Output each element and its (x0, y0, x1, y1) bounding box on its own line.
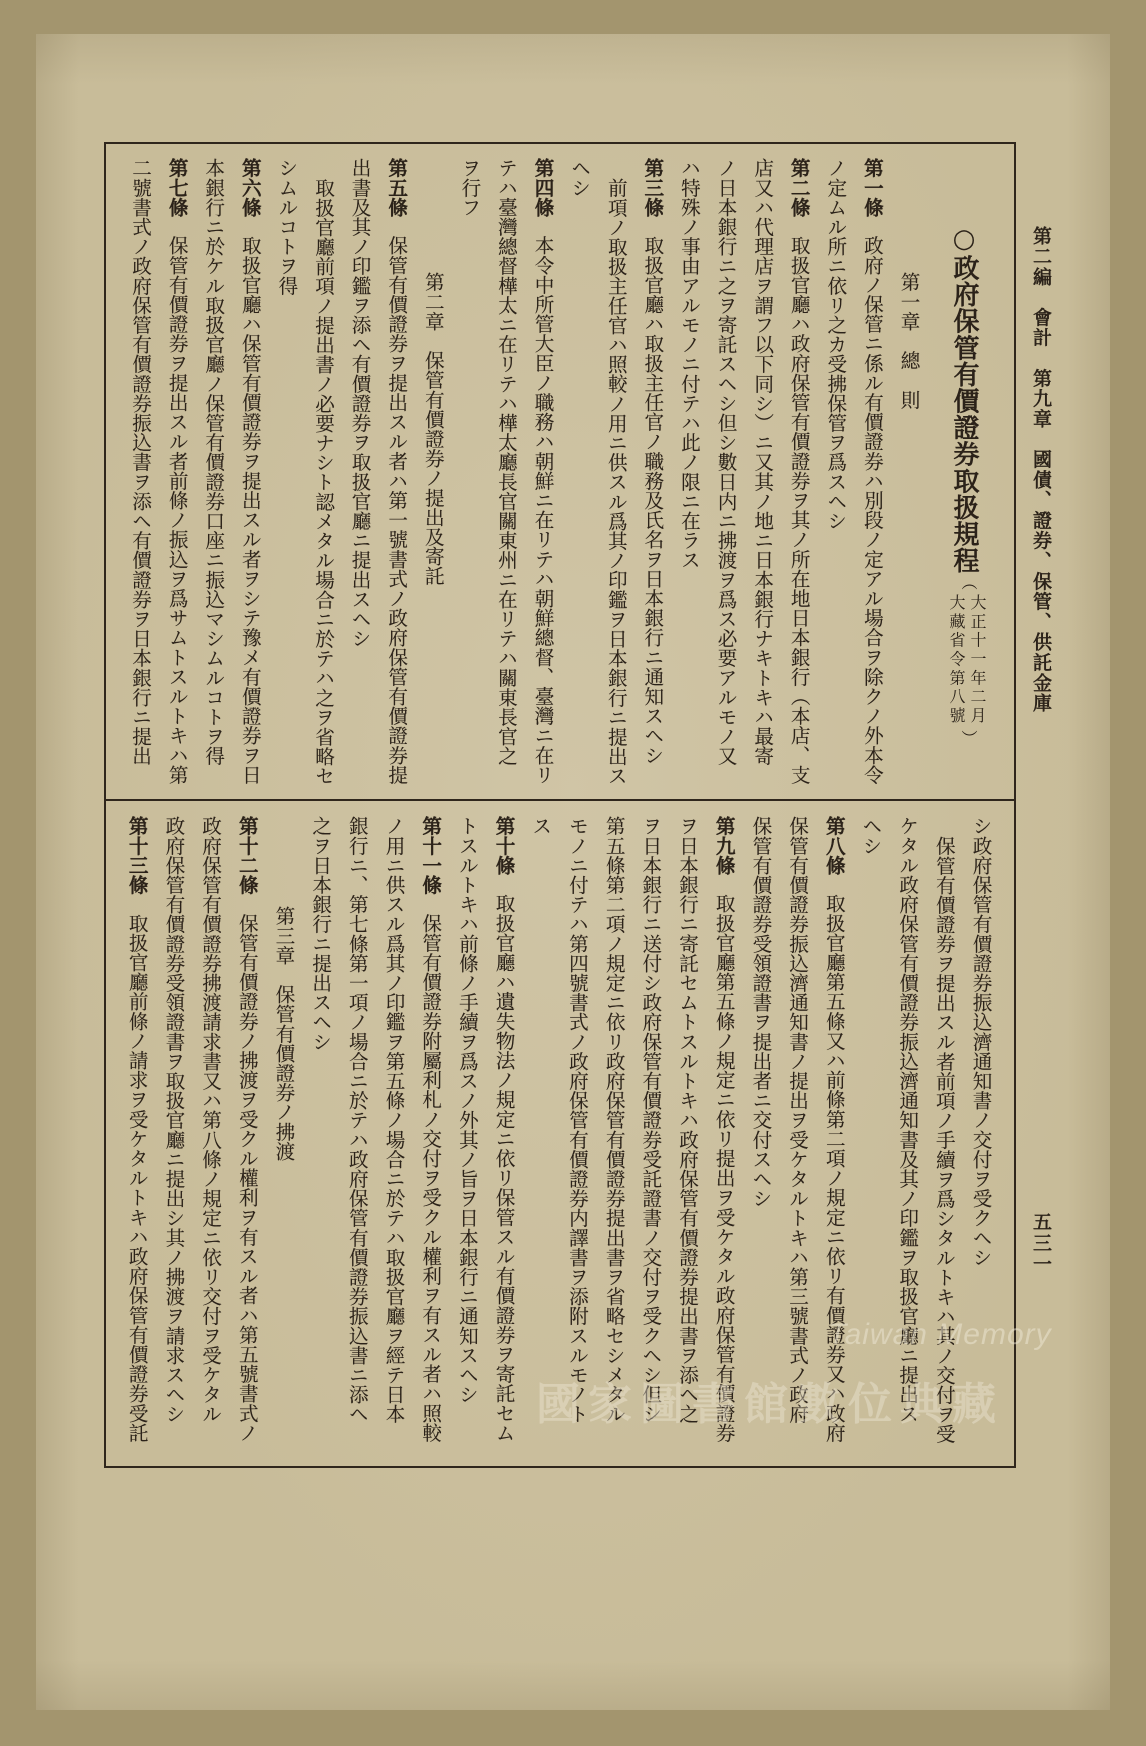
page-number: 五三一 (1030, 1212, 1052, 1275)
article-number: 第一條 (860, 158, 884, 217)
watermark-latin: Taiwan Memory (828, 1318, 1052, 1351)
text-column (231, 158, 268, 790)
text-column (484, 816, 521, 1456)
text-column (194, 158, 231, 790)
text-column (558, 816, 595, 1456)
article-number: 第三條 (640, 158, 664, 217)
column-text: 本銀行ニ於ケル取扱官廳ノ保管有價證券口座ニ振込マシムルコトヲ得 (201, 158, 225, 766)
text-column (705, 816, 742, 1456)
text-column (741, 816, 778, 1456)
text-column (228, 816, 265, 1456)
column-text: 取扱官廳前條ノ請求ヲ受ケタルトキハ政府保管有價證券受託 (125, 913, 149, 1443)
column-text: 前項ノ取扱主任官ハ照較ノ用ニ供スル爲其ノ印鑑ヲ日本銀行ニ提出ス (604, 177, 628, 786)
column-text: 出書及其ノ印鑑ヲ添ヘ有價證券ヲ取扱官廳ニ提出スヘシ (348, 158, 372, 648)
column-text: ノ日本銀行ニ之ヲ寄託スヘシ但シ數日内ニ拂渡ヲ爲ス必要アルモノ又 (714, 158, 738, 766)
text-column (411, 816, 448, 1456)
column-text: ケタル政府保管有價證券振込濟通知書及其ノ印鑑ヲ取扱官廳ニ提出ス (895, 816, 919, 1424)
column-text: 取扱官廳前項ノ提出書ノ必要ナシト認メタル場合ニ於テハ之ヲ省略セ (311, 177, 335, 786)
column-text: ハ特殊ノ事由アルモノニ付テハ此ノ限ニ在ラス (677, 158, 701, 570)
article-number: 第五條 (384, 158, 408, 217)
column-text: 取扱官廳ハ取扱主任官ノ職務及氏名ヲ日本銀行ニ通知スヘシ (640, 235, 664, 765)
column-text: ヲ日本銀行ニ送付シ政府保管有價證券受託證書ノ交付ヲ受クヘシ但シ (638, 816, 662, 1424)
text-column (267, 158, 304, 790)
column-text: 保管有價證券ヲ提出スル者前條ノ振込ヲ爲サムトスルトキハ第 (165, 235, 189, 785)
text-column (487, 158, 524, 790)
text-column (158, 158, 195, 790)
text-column (450, 158, 487, 790)
text-column (521, 816, 558, 1456)
text-column (448, 816, 485, 1456)
article-number: 第十一條 (418, 816, 442, 895)
text-column (706, 158, 743, 790)
text-column (191, 816, 228, 1456)
running-head: 第二編 會計 第九章 國債、證券、保管、供託金庫 (1030, 226, 1052, 714)
text-column (816, 158, 853, 790)
text-column (338, 816, 375, 1456)
column-text: 店又ハ代理店ヲ謂フ以下同シ）ニ又其ノ地ニ日本銀行ナキトキハ最寄 (750, 158, 774, 766)
column-text: トスルトキハ前條ノ手續ヲ爲スノ外其ノ旨ヲ日本銀行ニ通知スヘシ (455, 816, 479, 1404)
text-column (670, 158, 707, 790)
text-column (594, 816, 631, 1456)
text-column (560, 158, 597, 790)
column-text: 取扱官廳第五條ノ規定ニ依リ提出ヲ受ケタル政府保管有價證券 (712, 893, 736, 1443)
column-text: 保管有價證券附屬利札ノ交付ヲ受クル權利ヲ有スル者ハ照較 (418, 913, 442, 1443)
chapter-heading-text: 第二章 保管有價證券ノ提出及寄託 (421, 272, 445, 586)
text-column (743, 158, 780, 790)
column-text: 政府ノ保管ニ係ル有價證券ハ別段ノ定アル場合ヲ除クノ外本令 (860, 235, 884, 785)
chapter-heading (264, 816, 301, 1456)
chapter-heading (414, 158, 451, 790)
text-column (668, 816, 705, 1456)
section-divider (104, 799, 1016, 801)
note-close-paren: ） (959, 730, 978, 746)
column-text: シ政府保管有價證券振込濟通知書ノ交付ヲ受クヘシ (969, 816, 992, 1267)
text-column (631, 816, 668, 1456)
chapter-heading (889, 158, 926, 790)
text-column (853, 158, 890, 790)
column-text: ス (528, 816, 552, 836)
regulation-title: ○政府保管有價證券取扱規程 (949, 224, 979, 574)
text-column (633, 158, 670, 790)
text-column (121, 158, 158, 790)
text-column (780, 158, 817, 790)
article-number: 第四條 (531, 158, 555, 217)
article-number: 第九條 (712, 816, 736, 875)
column-text: 取扱官廳ハ保管有價證券ヲ提出スル者ヲシテ豫メ有價證券ヲ日 (238, 235, 262, 785)
chapter-heading-text: 第三章 保管有價證券ノ拂渡 (271, 906, 295, 1161)
column-text: 保管有價證券ノ拂渡ヲ受クル權利ヲ有スル者ハ第五號書式ノ (235, 913, 259, 1443)
column-text: ヲ日本銀行ニ寄託セムトスルトキハ政府保管有價證券提出書ヲ添ヘ之 (675, 816, 699, 1424)
chapter-heading-text: 第一章 總 則 (897, 272, 920, 410)
column-text: 之ヲ日本銀行ニ提出スヘシ (308, 816, 332, 1052)
column-text: 第五條第二項ノ規定ニ依リ政府保管有價證券提出書ヲ省略セシメタル (602, 816, 626, 1424)
column-text: ヲ行フ (457, 158, 481, 217)
text-column (301, 816, 338, 1456)
column-text: 本令中所管大臣ノ職務ハ朝鮮ニ在リテハ朝鮮總督、臺灣ニ在リ (531, 235, 555, 785)
column-text: 保管有價證券ヲ提出スル者ハ第一號書式ノ政府保管有價證券提 (384, 235, 408, 785)
text-column (888, 816, 925, 1456)
column-text: 取扱官廳第五條又ハ前條第二項ノ規定ニ依リ有價證券又ハ政府 (822, 893, 846, 1443)
text-column (815, 816, 852, 1456)
enactment-note-ordinance: 大藏省令第八號 (947, 594, 966, 726)
watermark-cjk: 國家圖書館數位典藏 (536, 1379, 1004, 1430)
text-column (925, 816, 962, 1456)
column-text: 銀行ニ、第七條第一項ノ場合ニ於テハ政府保管有價證券振込書ニ添ヘ (345, 816, 369, 1424)
column-text: モノニ付テハ第四號書式ノ政府保管有價證券内譯書ヲ添附スルモノト (565, 816, 589, 1424)
column-text: 取扱官廳ハ遺失物法ノ規定ニ依リ保管スル有價證券ヲ寄託セム (492, 893, 516, 1443)
lower-text-block (117, 816, 998, 1456)
text-column (961, 816, 998, 1456)
column-text: ノ定ムル所ニ依リ之カ受拂保管ヲ爲スヘシ (823, 158, 847, 531)
column-text: ヘシ (567, 158, 591, 198)
column-text: 保管有價證券受領證書ヲ提出者ニ交付スヘシ (748, 816, 772, 1208)
article-number: 第七條 (165, 158, 189, 217)
column-text: 保管有價證券振込濟通知書ノ提出ヲ受ケタルトキハ第三號書式ノ政府 (785, 816, 809, 1424)
column-text: 政府保管有價證券受領證書ヲ取扱官廳ニ提出シ其ノ拂渡ヲ請求スヘシ (161, 816, 185, 1424)
text-column (304, 158, 341, 790)
column-text: ヘシ (858, 816, 882, 856)
text-column (851, 816, 888, 1456)
upper-text-block (120, 158, 926, 790)
text-column (341, 158, 378, 790)
column-text: テハ臺灣總督樺太ニ在リテハ樺太廳長官關東州ニ在リテハ關東長官之 (494, 158, 518, 766)
column-text: ノ用ニ供スル爲其ノ印鑑ヲ第五條ノ場合ニ於テハ取扱官廳ヲ經テ日本 (382, 816, 405, 1424)
text-column (523, 158, 560, 790)
text-column (374, 816, 411, 1456)
text-column (118, 816, 155, 1456)
enactment-note-date: 大正十一年二月 (968, 594, 987, 726)
text-column (154, 816, 191, 1456)
column-text: 保管有價證券ヲ提出スル者前項ノ手續ヲ爲シタルトキハ其ノ交付ヲ受 (932, 835, 956, 1444)
article-number: 第十條 (492, 816, 516, 875)
column-text: 二號書式ノ政府保管有價證券振込書ヲ添ヘ有價證券ヲ日本銀行ニ提出 (128, 158, 152, 766)
column-text: 取扱官廳ハ政府保管有價證券ヲ其ノ所在地日本銀行（本店、支 (787, 235, 811, 785)
column-text: シムルコトヲ得 (274, 158, 298, 296)
text-column (597, 158, 634, 790)
text-column (377, 158, 414, 790)
text-column (778, 816, 815, 1456)
article-number: 第二條 (787, 158, 811, 217)
article-number: 第八條 (822, 816, 846, 875)
note-open-paren: （ (959, 574, 978, 590)
article-number: 第六條 (238, 158, 262, 217)
column-text: 政府保管有價證券拂渡請求書又ハ第八條ノ規定ニ依リ交付ヲ受ケタル (198, 816, 222, 1424)
article-number: 第十三條 (125, 816, 149, 895)
article-number: 第十二條 (235, 816, 259, 895)
